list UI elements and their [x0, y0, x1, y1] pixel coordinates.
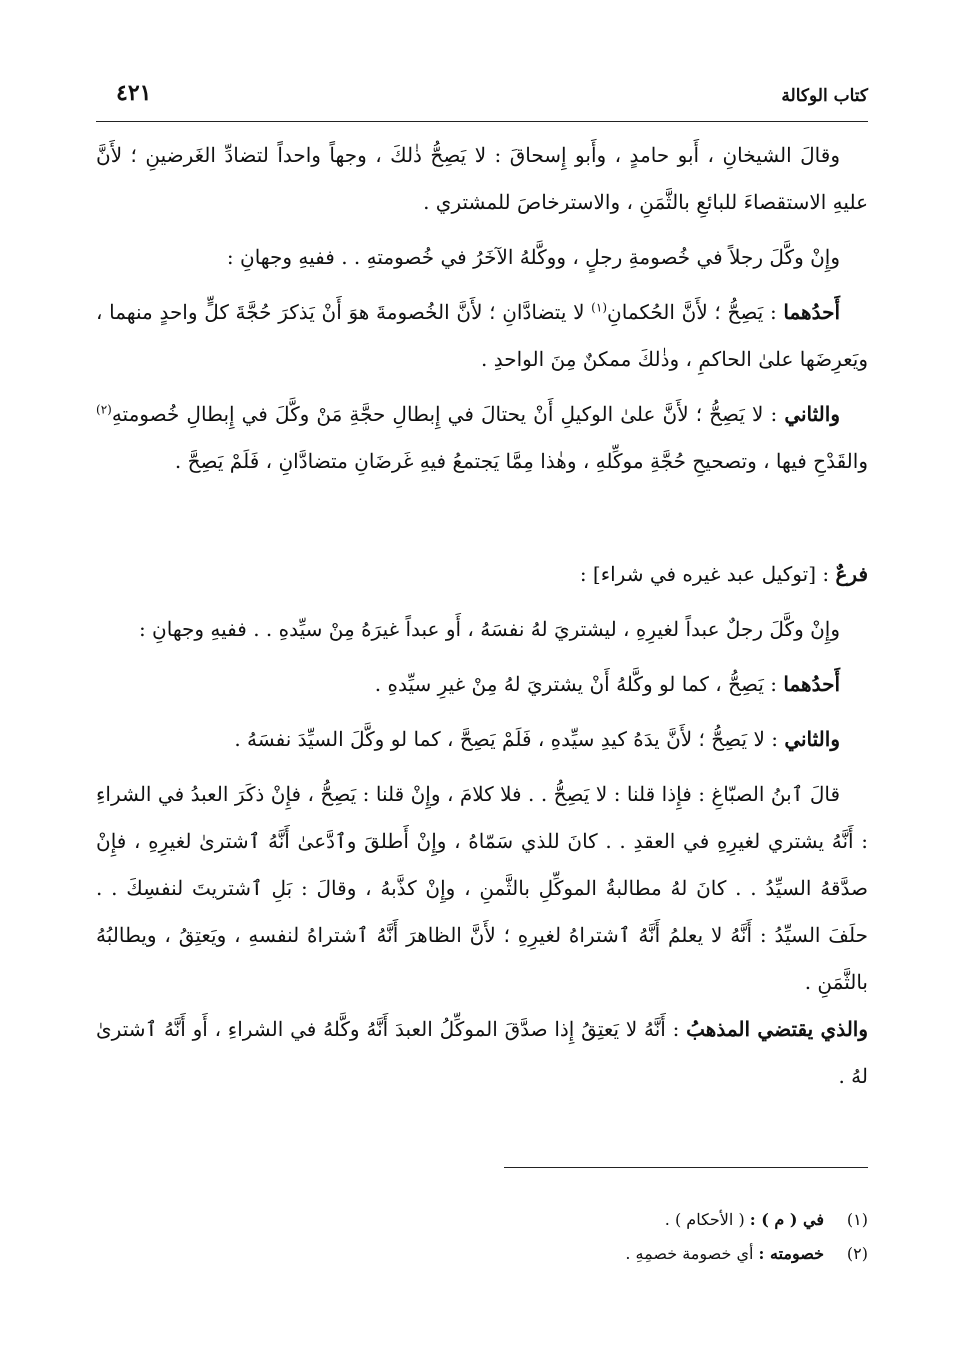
paragraph-6: [96, 661, 868, 708]
paragraph-9-text: : أَنَّهُ لا يَعتِقُ إِذا صدَّقَ الموكِّلُ العبدَ أَنَّهُ وكَّلهُ في الشراءِ ، أَو أَنَّهُ ٱشترىٰ لهُ .: [96, 1017, 868, 1088]
footnote-rule: [504, 1167, 868, 1168]
paragraph-2: وإِنْ وكَّلَ رجلاً في خُصومةِ رجلٍ ، ووكَّلهُ الآخَرُ في خُصومتهِ . . ففيهِ وجهانِ :: [226, 245, 840, 269]
footnote-2: [96, 1237, 868, 1271]
paragraph-1: وقالَ الشيخانِ ، أَبو حامدٍ ، وأَبو إِسحاقَ : لا يَصِحُّ ذٰلكَ ، وجهاً واحداً لتضادِّ الغَرضينِ ؛ لأَنَّ عليهِ الاستقصاءَ للبائعِ بالثَّمَنِ ، والاسترخاصَ للمشتري .: [96, 143, 868, 214]
section-gap: [96, 493, 868, 551]
footnote-1-label: في ( م ) :: [749, 1210, 824, 1229]
paragraph-8: قالَ ٱبنُ الصبّاغِ : فإِذا قلنا : لا يَصِحُّ . . فلا كلامَ ، وإِنْ قلنا : يَصِحُّ ، فإِنْ ذكَرَ العبدُ في الشراءِ : أَنَّهُ يشتري لغيرِهِ في العقدِ . . كانَ للذي سَمّاهُ ، وإِنْ أَطلقَ وٱدَّعىٰ أَنَّهُ ٱشترىٰ لغيرِهِ ، فإِنْ صدَّقهُ السيِّدُ . . كانَ لهُ مطالبةُ الموكِّلِ بالثَّمنِ ، وإِنْ كذَّبهُ ، وقالَ : بَلِ ٱشتريتَ لنفسِكَ . . حلَفَ السيِّدُ : أَنَّهُ لا يعلمُ أَنَّهُ ٱشتراهُ لغيرِهِ ؛ لأَنَّ الظاهرَ أَنَّهُ ٱشتراهُ لنفسهِ ، ويَعتِقُ ، ويطالبُهُ بالثَّمَنِ .: [96, 782, 869, 994]
section-heading-label: فرعٌ: [835, 562, 868, 586]
paragraph-4-text-a: : لا يَصِحُّ ؛ لأَنَّ علىٰ الوكيلِ أَنْ يحتالَ في إِبطالِ حجَّةِ مَنْ وكَّلَ في إِبطالِ خُصومتهِ: [111, 402, 785, 426]
section-heading-title: : [توكيل عبد غيره في شراء] :: [579, 562, 836, 586]
paragraph-3: [96, 289, 868, 383]
footnote-2-number: (٢): [846, 1244, 868, 1263]
paragraph-9-label: والذي يقتضي المذهبُ: [686, 1017, 869, 1041]
paragraph-6-text: : يَصِحُّ ، كما لو وكَّلهُ أَنْ يشتريَ لهُ مِنْ غيرِ سيِّدهِ .: [374, 672, 784, 696]
running-header-title: كتاب الوكالة: [781, 86, 868, 106]
footnotes: [96, 1203, 868, 1271]
footnote-2-text: أي خصومة خصمِهِ .: [625, 1244, 759, 1263]
paragraph-9: [96, 1006, 868, 1100]
footnote-ref-2: (٢): [96, 402, 112, 417]
page-number: ٤٢١: [116, 80, 152, 106]
paragraph-7-label: والثاني: [784, 727, 840, 751]
paragraph-3-text-b: لا يتضادَّانِ ؛ لأَنَّ الخُصومةَ هوَ أَنْ يَذكرَ حُجَّةَ كلٍّ واحدٍ منهما ، ويَعرِضَها علىٰ الحاكمِ ، وذٰلكَ ممكنٌ مِنَ الواحدِ .: [96, 300, 868, 371]
footnote-1: [96, 1203, 868, 1237]
footnote-1-number: (١): [846, 1210, 868, 1229]
header-rule: [96, 121, 868, 122]
paragraph-3-text-a: : يَصِحُّ ؛ لأَنَّ الحُكمانِ: [607, 300, 784, 324]
paragraph-6-label: أَحدُهما: [783, 672, 840, 696]
paragraph-7-text: : لا يَصِحُّ ؛ لأَنَّ يدَهُ كيدِ سيِّدهِ ، فَلَمْ يَصِحَّ ، كما لو وكَّلَ السيِّدَ نفسَهُ .: [234, 727, 785, 751]
paragraph-4-label: والثاني: [784, 402, 840, 426]
footnote-2-label: خصومته :: [758, 1244, 824, 1263]
paragraph-7: [96, 716, 868, 763]
paragraph-3-label: أَحدُهما: [783, 300, 840, 324]
main-text: [96, 132, 868, 1108]
section-heading: [96, 551, 868, 598]
footnote-1-text: ( الأحكام ) .: [664, 1210, 750, 1229]
footnote-ref-1: (١): [591, 300, 607, 315]
paragraph-4: [96, 391, 868, 485]
paragraph-4-text-b: والقَدْحِ فيها ، وتصحيحِ حُجَّةِ موكِّلهِ ، وهٰذا مِمَّا يَجتمعُ فيهِ غَرضَانِ متضادَّانِ ، فَلَمْ يَصِحَّ .: [174, 449, 868, 473]
paragraph-5: وإِنْ وكَّلَ رجلٌ عبداً لغيرِهِ ، ليشتريَ لهُ نفسَهُ ، أَو عبداً غيرَهُ مِنْ سيِّدهِ . . ففيهِ وجهانِ :: [138, 617, 840, 641]
